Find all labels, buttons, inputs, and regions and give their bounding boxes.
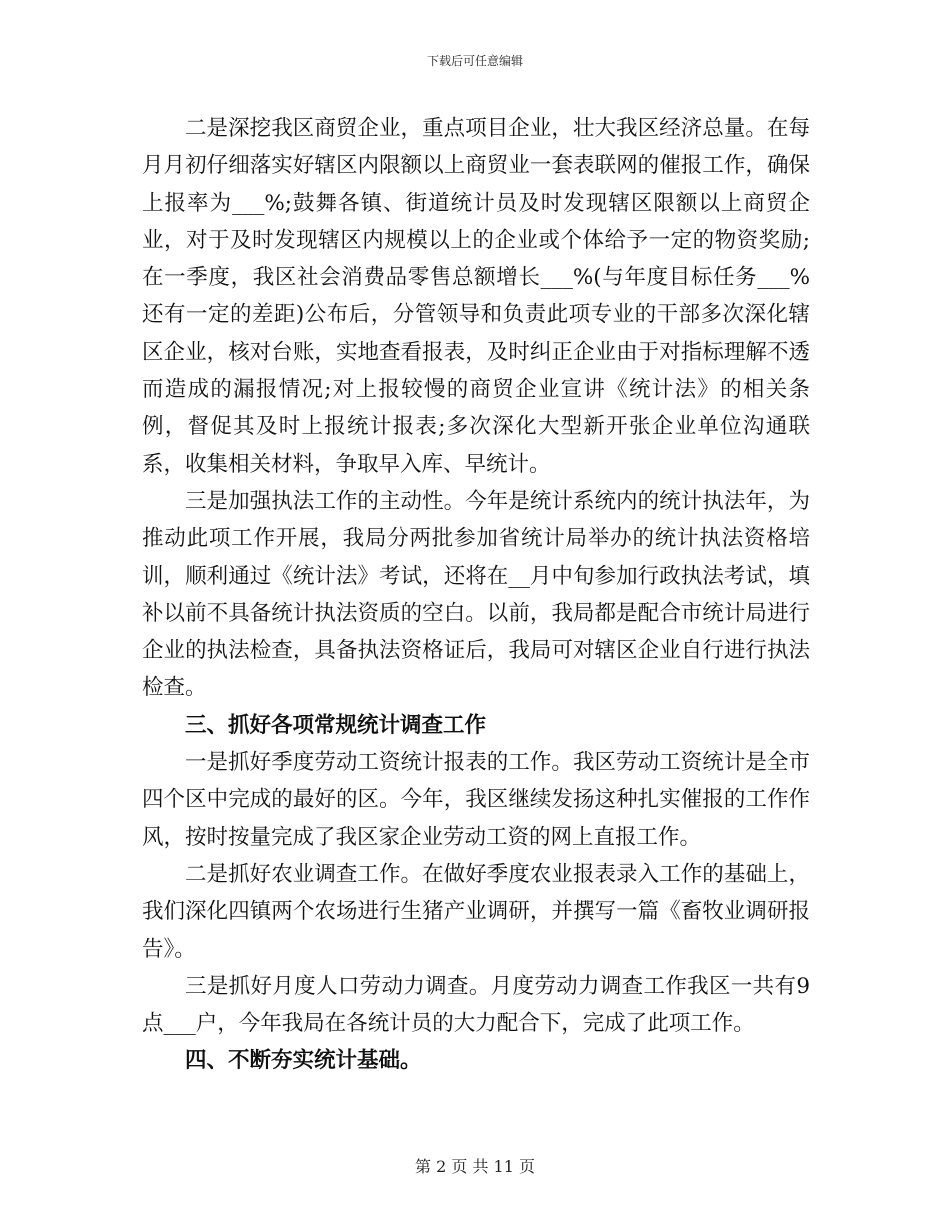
paragraph-labor-wages: 一是抓好季度劳动工资统计报表的工作。我区劳动工资统计是全市四个区中完成的最好的区。今年，我区继续发扬这种扎实催报的工作作风，按时按量完成了我区家企业劳动工资的网上直报工作。 bbox=[142, 750, 810, 850]
paragraph-agriculture: 二是抓好农业调查工作。在做好季度农业报表录入工作的基础上，我们深化四镇两个农场进行生猪产业调研，并撰写一篇《畜牧业调研报告》。 bbox=[142, 861, 810, 962]
page-footer: 第 2 页 共 11 页 bbox=[415, 1157, 535, 1176]
paragraph-commerce: 二是深挖我区商贸企业，重点项目企业，壮大我区经济总量。在每月月初仔细落实好辖区内限额以上商贸业一套表联网的催报工作，确保上报率为___%;鼓舞各镇、街道统计员及时发现辖区限额以上商贸企业，对于及时发现辖区内规模以上的企业或个体给予一定的物资奖励;在一季度，我区社会消费品零售总额增长___%(与年度目标任务___%还有一定的差距)公布后，分管领导和负责此项专业的干部多次深化辖区企业，核对台账，实地查看报表，及时纠正企业由于对指标理解不透而造成的漏报情况;对上报较慢的商贸企业宣讲《统计法》的相关条例，督促其及时上报统计报表;多次深化大型新开张企业单位沟通联系，收集相关材料，争取早入库、早统计。 bbox=[142, 116, 810, 477]
section-heading-3: 三、抓好各项常规统计调查工作 bbox=[185, 712, 487, 738]
document-body bbox=[142, 110, 810, 1080]
paragraph-law-enforcement: 三是加强执法工作的主动性。今年是统计系统内的统计执法年，为推动此项工作开展，我局分两批参加省统计局举办的统计执法资格培训，顺利通过《统计法》考试，还将在__月中旬参加行政执法考试，填补以前不具备统计执法资质的空白。以前，我局都是配合市统计局进行企业的执法检查，具备执法资格证后，我局可对辖区企业自行进行执法检查。 bbox=[142, 488, 810, 701]
paragraph-labor-force: 三是抓好月度人口劳动力调查。月度劳动力调查工作我区一共有9点___户，今年我局在各统计员的大力配合下，完成了此项工作。 bbox=[142, 973, 810, 1037]
section-heading-4: 四、不断夯实统计基础。 bbox=[185, 1048, 422, 1074]
page-header: 下载后可任意编辑 bbox=[426, 54, 523, 68]
